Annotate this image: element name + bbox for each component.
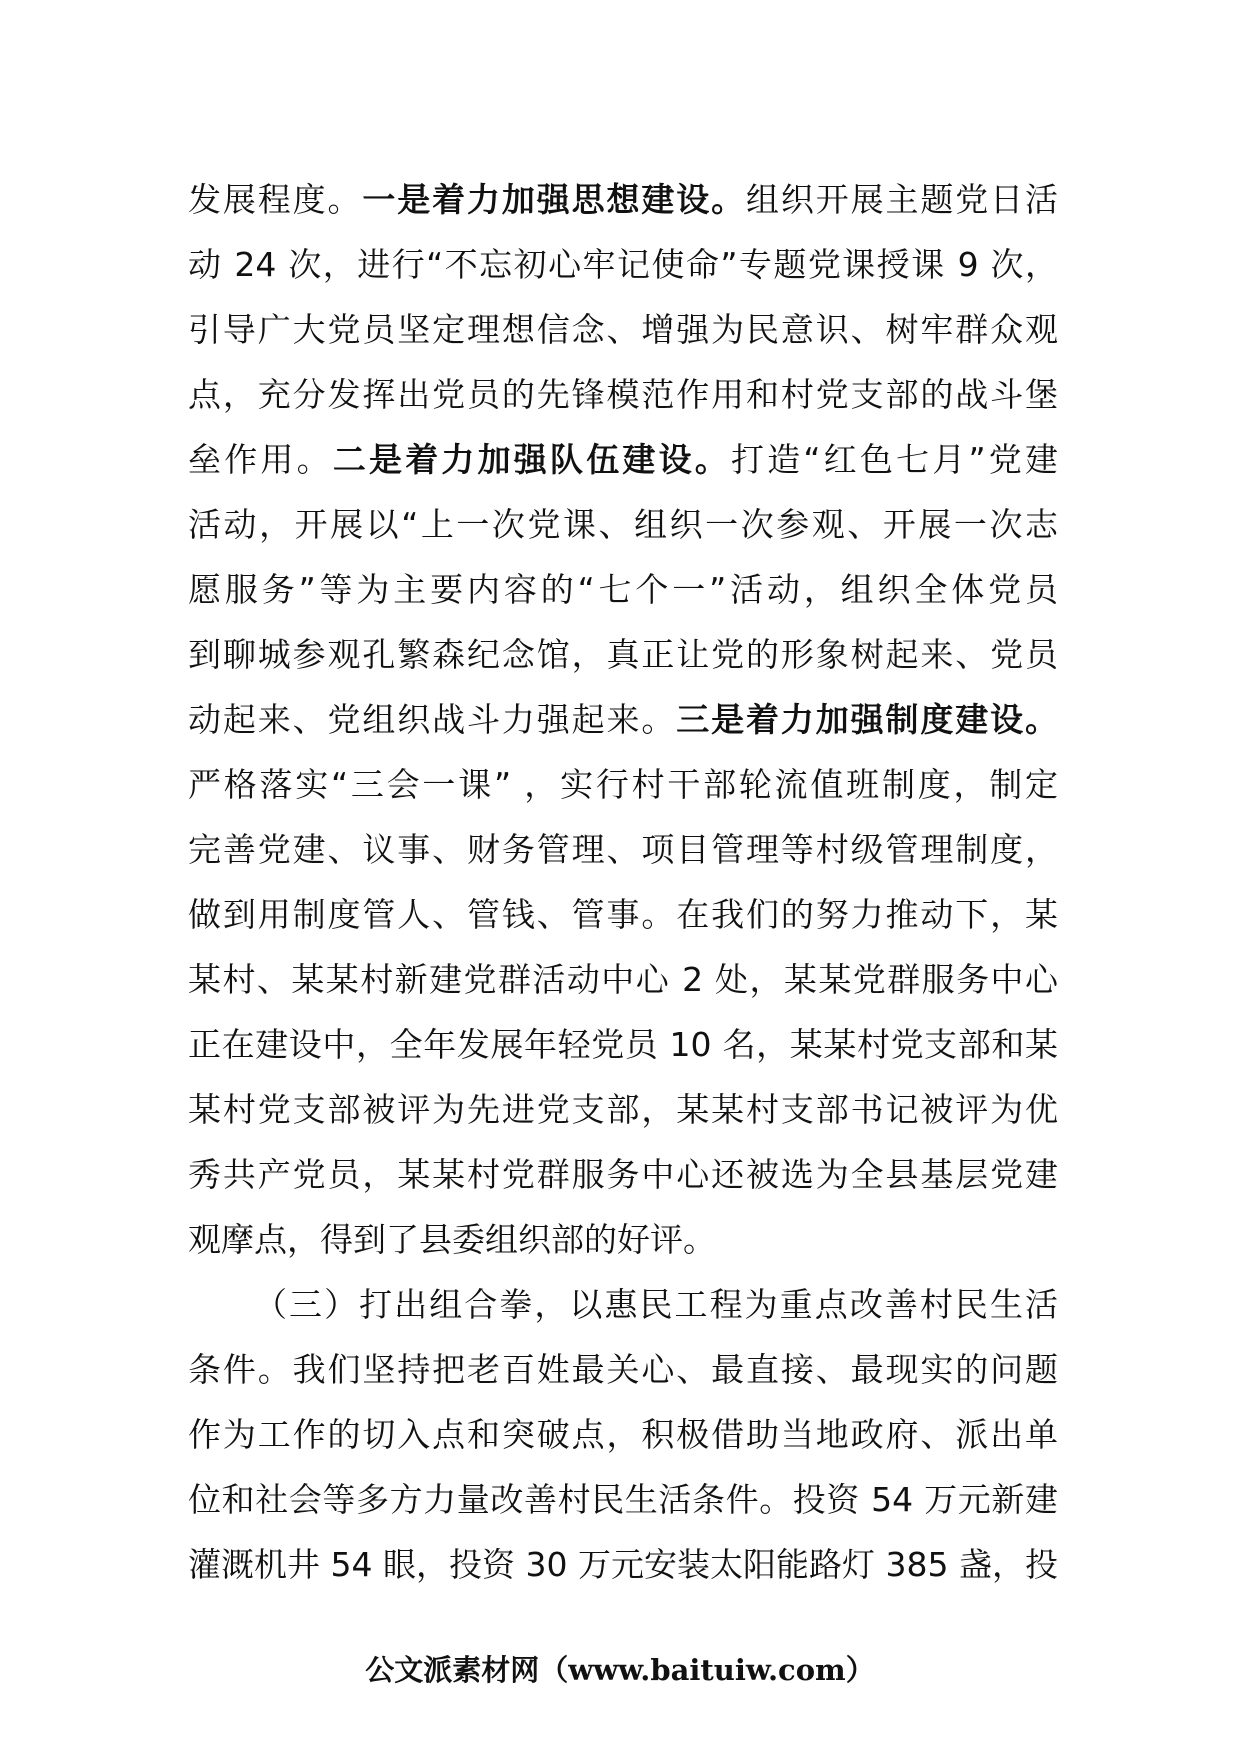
bold-heading: 一是着力加强思想建设。	[362, 180, 746, 219]
text-span: 位和社会等多方力量改善村民生活条件。投资 54 万元新建	[188, 1480, 1058, 1519]
text-span: 垒作用。	[188, 440, 333, 479]
footer-watermark: 公文派素材网（www.baituiw.com）	[365, 1653, 875, 1687]
text-line-18	[188, 1272, 1058, 1337]
text-line-16	[188, 1142, 1058, 1207]
text-line-10	[188, 752, 1058, 817]
text-line-8	[188, 622, 1058, 687]
text-line-11	[188, 817, 1058, 882]
text-span: 正在建设中，全年发展年轻党员 10 名，某某村党支部和某	[188, 1025, 1058, 1064]
text-line-2	[188, 232, 1058, 297]
text-line-9	[188, 687, 1058, 752]
text-span: 组织开展主题党日活	[746, 180, 1058, 219]
document-body	[188, 167, 1058, 1597]
text-line-13	[188, 947, 1058, 1012]
bold-heading: 二是着力加强队伍建设。	[332, 440, 732, 479]
text-span: 引导广大党员坚定理想信念、增强为民意识、树牢群众观	[188, 310, 1058, 349]
text-span: 活动，开展以“上一次党课、组织一次参观、开展一次志	[188, 505, 1058, 544]
text-line-1	[188, 167, 1058, 232]
text-span: 到聊城参观孔繁森纪念馆，真正让党的形象树起来、党员	[188, 635, 1058, 674]
text-line-22	[188, 1532, 1058, 1597]
text-line-5	[188, 427, 1058, 492]
text-line-15	[188, 1077, 1058, 1142]
bold-heading: 三是着力加强制度建设。	[676, 700, 1058, 739]
text-span: 动起来、党组织战斗力强起来。	[188, 700, 677, 739]
text-span: 发展程度。	[188, 180, 363, 219]
text-line-21	[188, 1467, 1058, 1532]
text-span: 条件。我们坚持把老百姓最关心、最直接、最现实的问题	[188, 1350, 1058, 1389]
text-line-20	[188, 1402, 1058, 1467]
text-span: 某村党支部被评为先进党支部，某某村支部书记被评为优	[188, 1090, 1058, 1129]
section-heading: （三）打出组合拳，以惠民工程为重点改善村民生活	[254, 1285, 1058, 1324]
text-span: 做到用制度管人、管钱、管事。在我们的努力推动下，某	[188, 895, 1058, 934]
text-line-14	[188, 1012, 1058, 1077]
text-line-7	[188, 557, 1058, 622]
text-line-6	[188, 492, 1058, 557]
text-span: 严格落实“三会一课” ，实行村干部轮流值班制度，制定	[188, 765, 1058, 804]
text-line-4	[188, 362, 1058, 427]
text-span: 愿服务”等为主要内容的“七个一”活动，组织全体党员	[188, 570, 1058, 609]
text-span: 作为工作的切入点和突破点，积极借助当地政府、派出单	[188, 1415, 1058, 1454]
text-line-17	[188, 1207, 1058, 1272]
text-span: 动 24 次，进行“不忘初心牢记使命”专题党课授课 9 次，	[188, 245, 1058, 284]
text-span: 某村、某某村新建党群活动中心 2 处，某某党群服务中心	[188, 960, 1058, 999]
text-span: 打造“红色七月”党建	[731, 440, 1058, 479]
text-span: 点，充分发挥出党员的先锋模范作用和村党支部的战斗堡	[188, 375, 1058, 414]
text-line-12	[188, 882, 1058, 947]
text-span: 灌溉机井 54 眼，投资 30 万元安装太阳能路灯 385 盏，投	[188, 1545, 1058, 1584]
text-span: 完善党建、议事、财务管理、项目管理等村级管理制度，	[188, 830, 1058, 869]
text-line-19	[188, 1337, 1058, 1402]
text-line-3	[188, 297, 1058, 362]
text-span: 观摩点，得到了县委组织部的好评。	[188, 1220, 716, 1259]
text-span: 秀共产党员，某某村党群服务中心还被选为全县基层党建	[188, 1155, 1058, 1194]
